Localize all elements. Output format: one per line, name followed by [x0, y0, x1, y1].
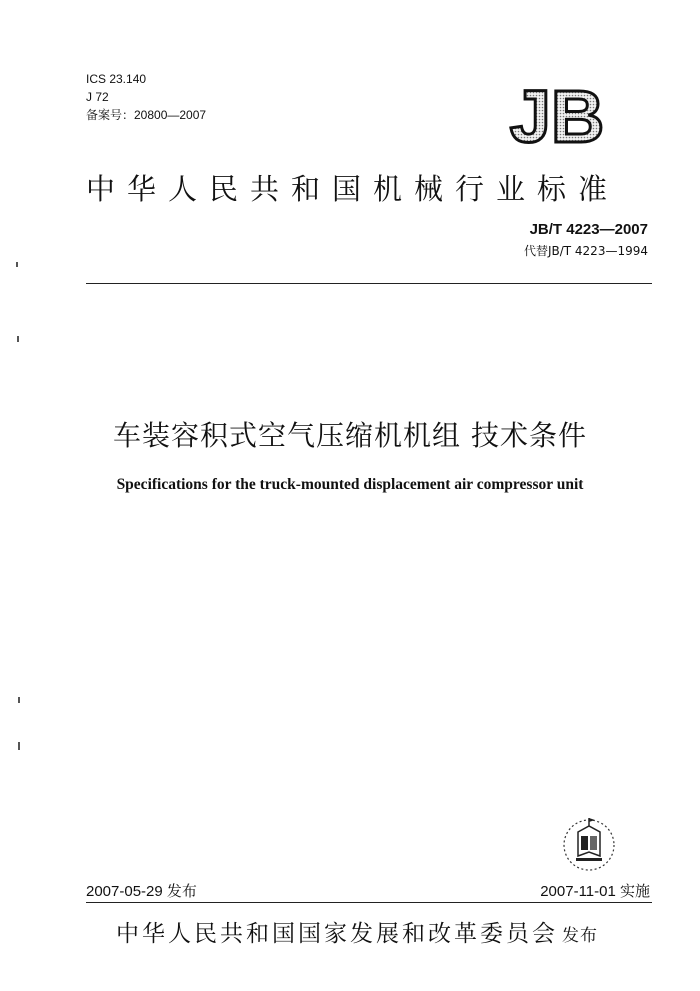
publisher-name: 中华人民共和国国家发展和改革委员会: [116, 921, 558, 947]
title-english: Specifications for the truck-mounted displacement air compressor unit: [116, 476, 584, 493]
scan-speck: [16, 262, 18, 267]
publisher-emblem-icon: [558, 812, 620, 874]
logo-text: JB: [509, 82, 605, 148]
org-title: 中华人民共和国机械行业标准: [86, 172, 620, 206]
publisher-suffix: 发布: [562, 926, 598, 946]
replaces-standard: 代替JB/T 4223—1994: [523, 244, 648, 258]
record-number: 备案号：20800—2007: [86, 108, 207, 122]
ics-code: ICS 23.140: [86, 72, 147, 86]
scan-speck: [17, 336, 19, 342]
bottom-divider: [86, 902, 652, 903]
title-chinese: 车装容积式空气压缩机机组 技术条件: [113, 419, 587, 452]
category-code: J 72: [86, 90, 109, 104]
jb-logo: [493, 82, 621, 148]
standard-number: JB/T 4223—2007: [529, 221, 648, 238]
scan-speck: [18, 742, 20, 750]
effective-date: 2007-11-01 实施: [540, 883, 650, 900]
issue-date: 2007-05-29 发布: [86, 883, 197, 900]
scan-speck: [18, 697, 20, 703]
top-divider: [86, 283, 652, 284]
publisher: [116, 915, 598, 948]
